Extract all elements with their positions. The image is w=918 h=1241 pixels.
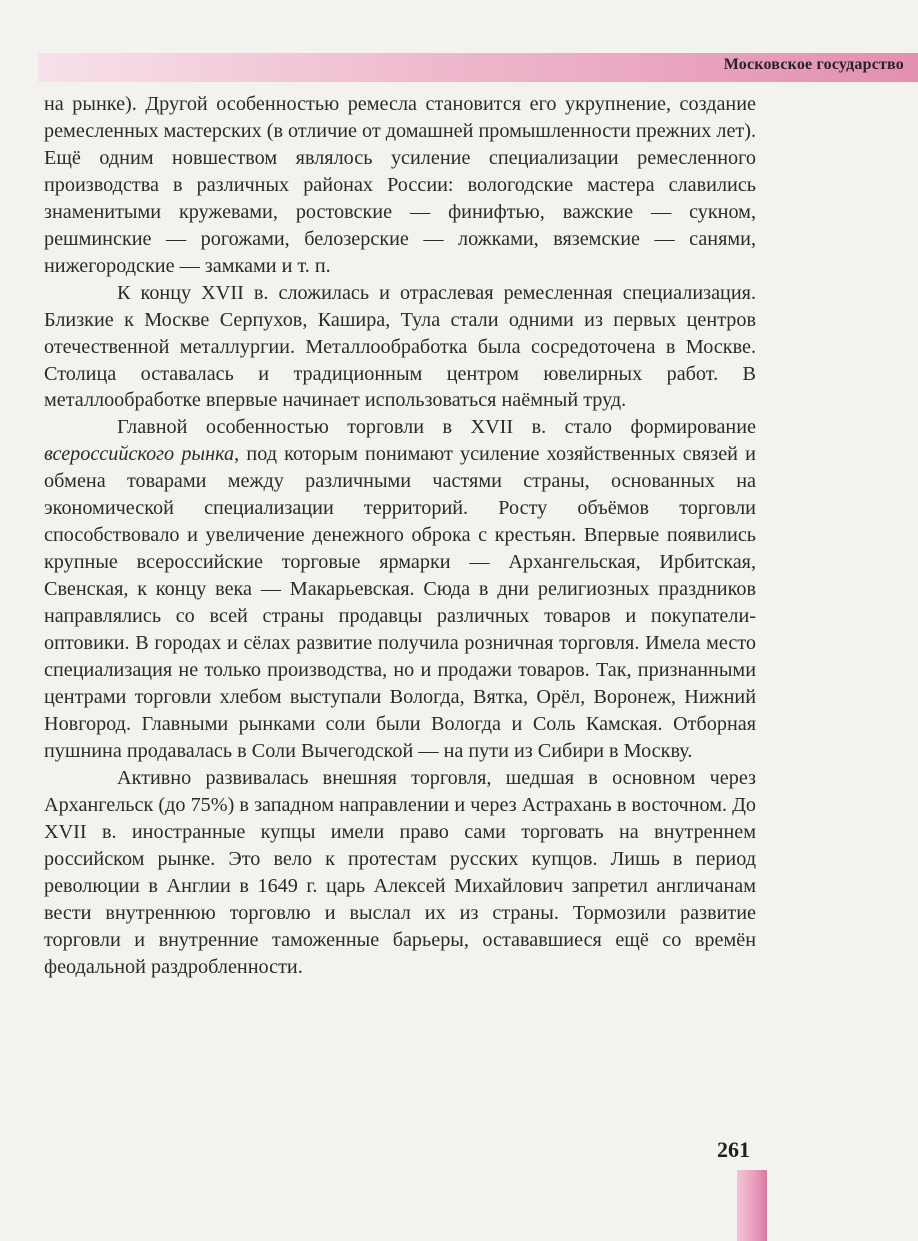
paragraph-3-end: , под которым понимают усиление хозяйственных связей и обмена товарами между различными частями страны, основанных на экономической специализации территорий. Росту объёмов торговли способствовало и увеличение денежного оброка с крестьян. Впервые появились крупные всероссийские торговые ярмарки — Архангельская, Ирбитская, Свенская, к концу века — Макарьевская. Сюда в дни религиозных праздников направлялись со всей страны продавцы различных товаров и покупатели-оптовики. В городах и сёлах развитие получила розничная торговля. Имела место специализация не только производства, но и продажи товаров. Так, признанными центрами торговли хлебом выступали Вологда, Вятка, Орёл, Воронеж, Нижний Новгород. Главными рынками соли были Вологда и Соль Камская. Отборная пушнина продавалась в Соли Вычегодской — на пути из Сибири в Москву. <box>44 443 756 762</box>
page-number: 261 <box>717 1137 750 1162</box>
page-edge-color-tab <box>737 1170 767 1241</box>
paragraph-3-start: Главной особенностью торговли в XVII в. стало формирование <box>117 416 756 439</box>
term-all-russian-market: всероссийского рынка <box>44 443 235 466</box>
paragraph-4: Активно развивалась внешняя торговля, шедшая в основном через Архангельск (до 75%) в западном направлении и через Астрахань в восточном. До XVII в. иностранные купцы имели право сами торговать на внутреннем российском рынке. Это вело к протестам русских купцов. Лишь в период революции в Англии в 1649 г. царь Алексей Михайлович запретил англичанам вести внутреннюю торговлю и выслал их из страны. Тормозили развитие торговли и внутренние таможенные барьеры, остававшиеся ещё со времён феодальной раздробленности. <box>44 766 756 978</box>
paragraph-1: на рынке). Другой особенностью ремесла становится его укрупнение, создание ремесленных мастерских (в отличие от домашней промышленности прежних лет). Ещё одним новшеством являлось усиление специализации ремесленного производства в различных районах России: вологодские мастера славились знаменитыми кружевами, ростовские — финифтью, важские — сукном, решминские — рогожами, белозерские — ложками, вяземские — санями, нижегородские — замками и т. п. <box>44 93 757 277</box>
section-header-band <box>38 53 918 82</box>
paragraph-3 <box>44 414 756 764</box>
paragraph-2: К концу XVII в. сложилась и отраслевая ремесленная специализация. Близкие к Москве Серпухов, Кашира, Тула стали одними из первых центров отечественной металлургии. Металлообработка была сосредоточена в Москве. Столица оставалась и традиционным центром ювелирных работ. В металлообработке впервые начинает использоваться наёмный труд. <box>44 281 756 412</box>
page-body <box>44 91 756 980</box>
section-title: Московское государство <box>723 56 904 73</box>
